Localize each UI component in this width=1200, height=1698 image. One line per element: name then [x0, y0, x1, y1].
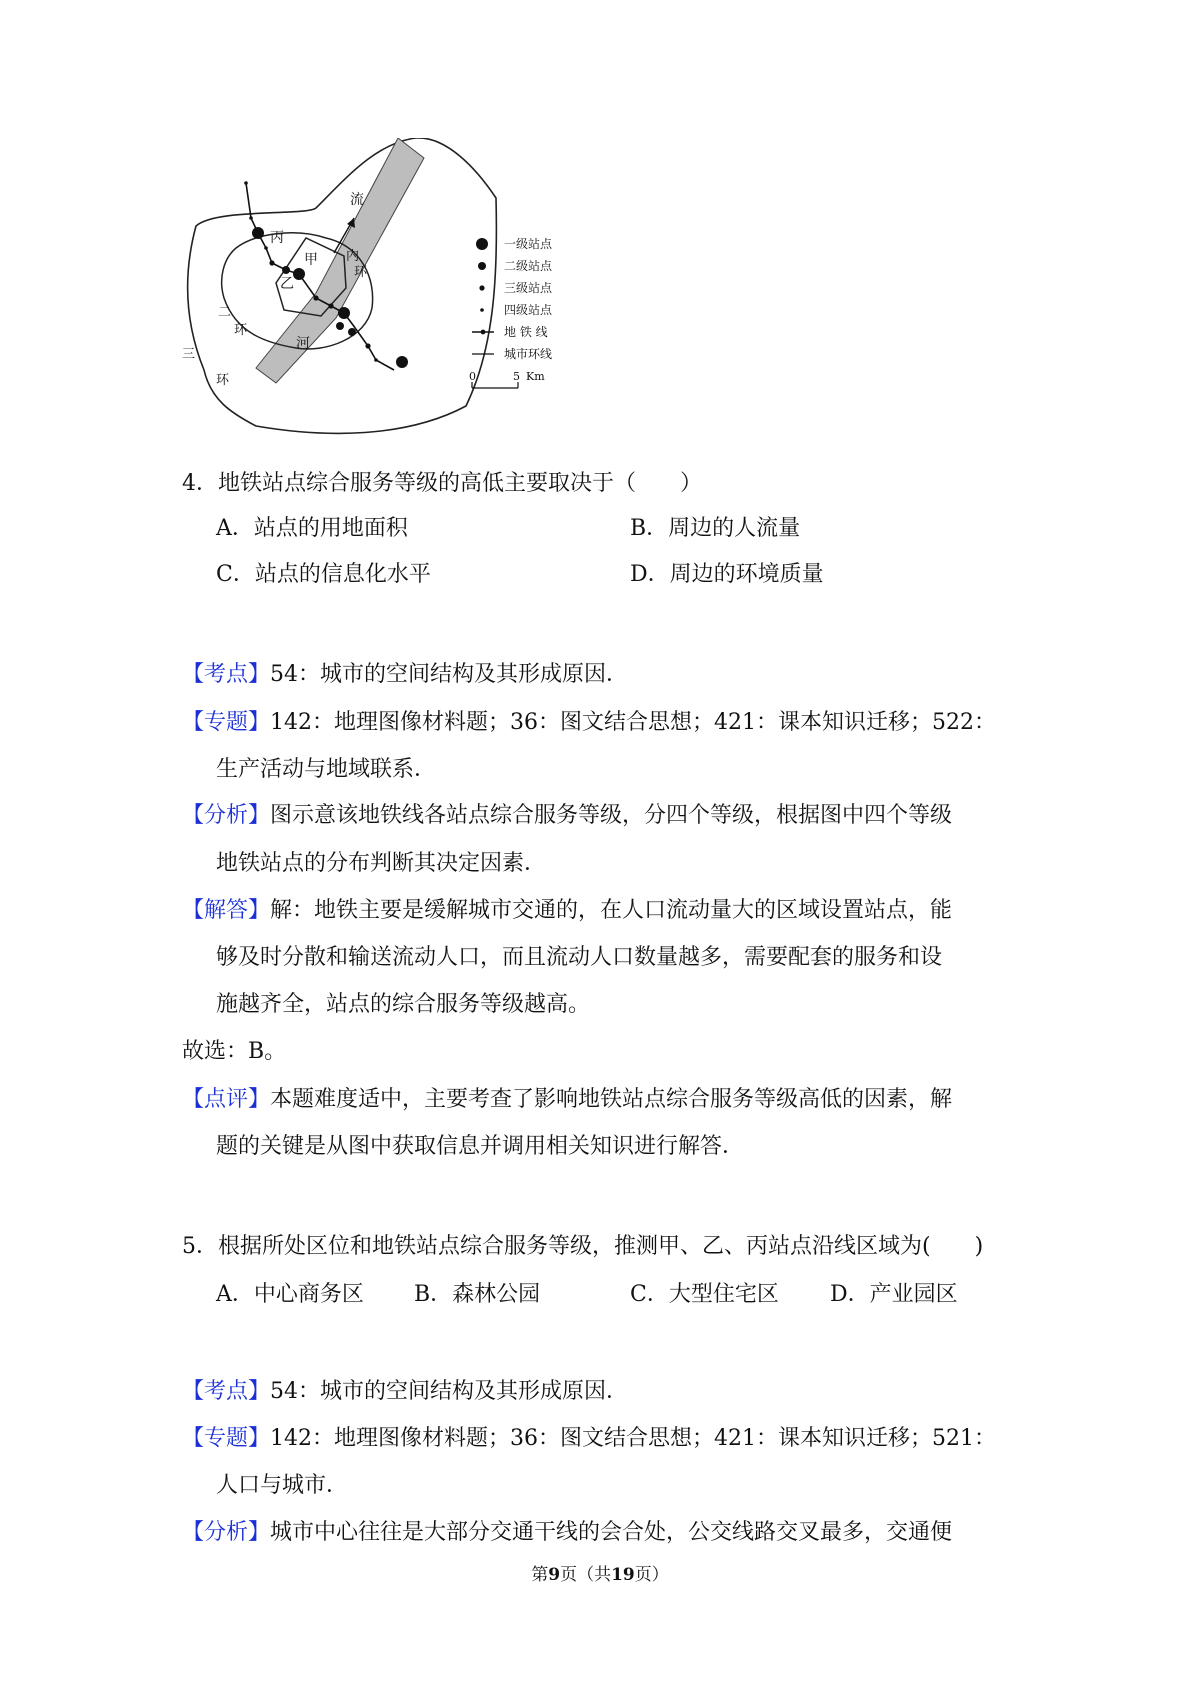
- a5-kaodian: [182, 1377, 628, 1407]
- station-level3: [269, 260, 274, 265]
- page-footer: [0, 1560, 1200, 1585]
- scale-zero: 0: [469, 370, 476, 383]
- a4-zhuanti: [182, 708, 996, 738]
- footer-total-pages: 19: [611, 1565, 635, 1585]
- subway-station-map: [176, 138, 646, 450]
- kaodian-text: 54：城市的空间结构及其形成原因．: [270, 1379, 629, 1404]
- label-yi: 乙: [280, 276, 294, 292]
- station-level4: [244, 181, 248, 185]
- zhuanti-text: 142：地理图像材料题；36：图文结合思想；421：课本知识迁移；522：: [270, 710, 996, 735]
- legend-metro: 地 铁 线: [504, 325, 548, 339]
- station-level3: [365, 343, 370, 348]
- dianping-tag: 【点评】: [182, 1087, 271, 1112]
- label-ring3-1: 三: [182, 347, 196, 362]
- a5-fenxi: [182, 1518, 952, 1548]
- q5-option-b: B．森林公园: [414, 1282, 541, 1307]
- zhuanti-tag: 【专题】: [182, 710, 271, 735]
- scale-five: 5: [513, 370, 520, 383]
- a4-jieda: [182, 896, 952, 926]
- footer-mid: 页（共: [560, 1565, 612, 1585]
- label-river-bottom: 河: [296, 336, 310, 352]
- q4-option-a: A．站点的用地面积: [216, 516, 408, 541]
- legend-level3-symbol: [479, 285, 484, 290]
- footer-post: 页）: [634, 1565, 669, 1585]
- label-ring3-2: 环: [216, 373, 230, 388]
- legend-level4-symbol: [480, 308, 484, 312]
- q5-option-a: A．中心商务区: [216, 1282, 364, 1307]
- fenxi-text: 图示意该地铁线各站点综合服务等级，分四个等级，根据图中四个等级: [270, 803, 953, 828]
- station-level1: [252, 227, 264, 239]
- label-bing: 丙: [270, 230, 284, 246]
- station-level1: [338, 307, 350, 319]
- station-level3: [313, 295, 318, 300]
- a4-guxuan: 故选：B。: [182, 1039, 287, 1064]
- river: [256, 138, 424, 383]
- station-level4: [264, 246, 268, 250]
- q4-option-c: C．站点的信息化水平: [216, 562, 431, 587]
- legend-ring: 城市环线: [504, 347, 553, 361]
- scale-unit: Km: [526, 370, 545, 383]
- q5-option-d: D．产业园区: [830, 1282, 958, 1307]
- label-inner-2: 环: [354, 265, 368, 280]
- station-level2: [282, 266, 290, 274]
- a5-zhuanti-cont: 人口与城市．: [216, 1473, 349, 1498]
- station-level2: [336, 322, 344, 330]
- a4-jieda-cont-2: 施越齐全，站点的综合服务等级越高。: [216, 992, 591, 1017]
- kaodian-tag: 【考点】: [182, 662, 271, 687]
- legend-level1: 一级站点: [504, 237, 553, 251]
- station-level1: [396, 356, 408, 368]
- fenxi-text: 城市中心往往是大部分交通干线的会合处，公交线路交叉最多，交通便: [270, 1520, 953, 1545]
- label-inner-1: 内: [346, 249, 360, 264]
- a5-zhuanti: [182, 1424, 996, 1454]
- zhuanti-tag: 【专题】: [182, 1426, 271, 1451]
- station-level1: [293, 268, 305, 280]
- footer-page-number: 9: [548, 1565, 561, 1585]
- q4-option-b: B．周边的人流量: [630, 516, 801, 541]
- jieda-tag: 【解答】: [182, 898, 271, 923]
- a4-fenxi: [182, 801, 952, 831]
- fenxi-tag: 【分析】: [182, 1520, 271, 1545]
- label-ring2-2: 环: [234, 323, 248, 338]
- legend-level2: 二级站点: [504, 259, 553, 273]
- station-level4: [374, 358, 378, 362]
- station-level2: [348, 328, 356, 336]
- station-level3: [328, 303, 333, 308]
- q4-stem: 4．地铁站点综合服务等级的高低主要取决于（ ）: [182, 471, 702, 496]
- footer-pre: 第: [531, 1565, 549, 1585]
- label-ring2-1: 二: [218, 305, 232, 320]
- legend-level4: 四级站点: [504, 303, 553, 317]
- legend-level3: 三级站点: [504, 281, 553, 295]
- dianping-text: 本题难度适中，主要考查了影响地铁站点综合服务等级高低的因素，解: [270, 1087, 953, 1112]
- station-level4: [249, 216, 253, 220]
- q5-stem: 5．根据所处区位和地铁站点综合服务等级，推测甲、乙、丙站点沿线区域为( ): [182, 1234, 984, 1259]
- a4-jieda-cont-1: 够及时分散和输送流动人口，而且流动人口数量越多，需要配套的服务和设: [216, 945, 943, 970]
- legend-level2-symbol: [478, 262, 486, 270]
- legend-level1-symbol: [476, 238, 488, 250]
- a4-zhuanti-cont: 生产活动与地域联系．: [216, 757, 437, 782]
- label-river-top: 流: [350, 192, 364, 208]
- a4-dianping: [182, 1085, 952, 1115]
- a4-kaodian: [182, 660, 628, 690]
- kaodian-text: 54：城市的空间结构及其形成原因．: [270, 662, 629, 687]
- a4-dianping-cont: 题的关键是从图中获取信息并调用相关知识进行解答．: [216, 1134, 745, 1159]
- kaodian-tag: 【考点】: [182, 1379, 271, 1404]
- q4-option-d: D．周边的环境质量: [630, 562, 824, 587]
- q5-option-c: C．大型住宅区: [630, 1282, 779, 1307]
- jieda-text: 解：地铁主要是缓解城市交通的，在人口流动量大的区域设置站点，能: [270, 898, 953, 923]
- a4-fenxi-cont: 地铁站点的分布判断其决定因素．: [216, 851, 547, 876]
- zhuanti-text: 142：地理图像材料题；36：图文结合思想；421：课本知识迁移；521：: [270, 1426, 996, 1451]
- label-jia: 甲: [304, 252, 318, 268]
- fenxi-tag: 【分析】: [182, 803, 271, 828]
